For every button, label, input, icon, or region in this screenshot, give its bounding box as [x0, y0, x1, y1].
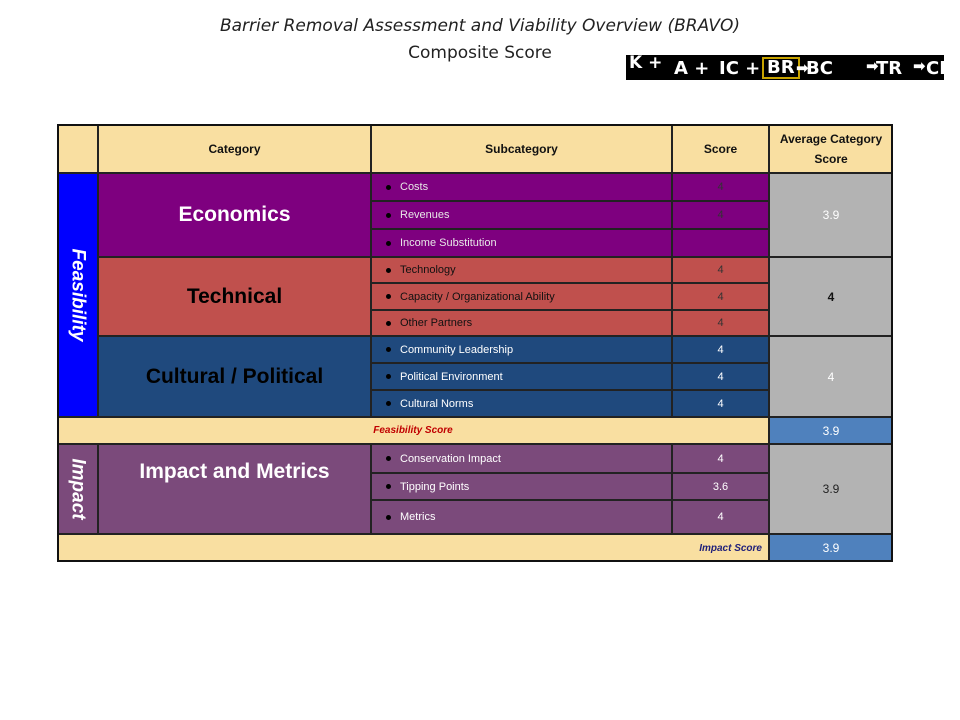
group-impact-label: Impact: [67, 458, 89, 520]
score-other-partners: 4: [672, 310, 769, 336]
sub-technology-label: Technology: [400, 264, 456, 276]
banner-bc: BC: [806, 58, 833, 79]
bullet-icon: [386, 515, 391, 520]
category-cultural-political: Cultural / Political: [98, 336, 371, 417]
score-capacity: 4: [672, 283, 769, 310]
sub-conservation-impact-label: Conservation Impact: [400, 452, 501, 465]
sub-metrics: [371, 500, 672, 534]
category-impact-metrics: Impact and Metrics: [98, 444, 371, 534]
banner-br: BR: [762, 57, 800, 79]
sub-political-environment-label: Political Environment: [400, 370, 503, 383]
sub-metrics-label: Metrics: [400, 511, 436, 523]
header-empty: [57, 124, 98, 173]
avg-technical: 4: [769, 257, 893, 336]
impact-score-value: 3.9: [769, 534, 893, 562]
sub-capacity: [371, 283, 672, 310]
sub-community-leadership: [371, 336, 672, 363]
sub-costs-label: Costs: [400, 181, 429, 193]
category-economics: Economics: [98, 173, 371, 257]
page-title: Barrier Removal Assessment and Viability Overview (BRAVO): [219, 16, 741, 36]
banner-a: A +: [674, 58, 710, 79]
score-technology: 4: [672, 257, 769, 283]
arrow-right-icon: ➡: [796, 59, 809, 77]
header-category: Category: [98, 124, 371, 173]
score-conservation-impact: 4: [672, 444, 769, 473]
bullet-icon: [386, 401, 391, 406]
group-feasibility: [57, 173, 98, 417]
sub-revenues-label: Revenues: [400, 209, 450, 221]
arrow-right-icon: ➡: [913, 57, 926, 75]
score-community-leadership: 4: [672, 336, 769, 363]
avg-economics: 3.9: [769, 173, 893, 257]
sub-conservation-impact: [371, 444, 672, 473]
avg-cultural-political: 4: [769, 336, 893, 417]
feasibility-score-value: 3.9: [769, 417, 893, 444]
arrow-right-icon: ➡: [866, 57, 879, 75]
sub-technology: [371, 257, 672, 283]
sub-income-substitution-label: Income Substitution: [400, 237, 497, 249]
score-income-substitution: [672, 229, 769, 257]
banner-tr: TR: [876, 58, 903, 79]
header-score: Score: [672, 124, 769, 173]
bullet-icon: [386, 213, 391, 218]
sub-revenues: [371, 201, 672, 229]
sub-tipping-points: [371, 473, 672, 500]
sub-costs: [371, 173, 672, 201]
banner-k: K +: [629, 53, 663, 73]
bullet-icon: [386, 374, 391, 379]
banner-ic: IC +: [719, 58, 761, 79]
score-tipping-points: 3.6: [672, 473, 769, 500]
bullet-icon: [386, 294, 391, 299]
sub-cultural-norms: [371, 390, 672, 417]
feasibility-score-label: Feasibility Score: [57, 417, 769, 444]
sub-community-leadership-label: Community Leadership: [400, 343, 514, 356]
header-average: Average Category Score: [769, 124, 893, 173]
score-revenues: 4: [672, 201, 769, 229]
sub-tipping-points-label: Tipping Points: [400, 480, 470, 493]
group-impact: [57, 444, 98, 534]
score-costs: 4: [672, 173, 769, 201]
bullet-icon: [386, 347, 391, 352]
avg-impact-metrics: 3.9: [769, 444, 893, 534]
bullet-icon: [386, 484, 391, 489]
sub-political-environment: [371, 363, 672, 390]
bullet-icon: [386, 185, 391, 190]
bullet-icon: [386, 268, 391, 273]
impact-score-label: Impact Score: [57, 534, 769, 562]
formula-banner: [626, 53, 954, 80]
sub-other-partners: [371, 310, 672, 336]
banner-cr: CR: [926, 58, 954, 79]
page-subtitle: Composite Score: [408, 43, 552, 63]
score-cultural-norms: 4: [672, 390, 769, 417]
category-technical: Technical: [98, 257, 371, 336]
score-table: [57, 124, 893, 562]
score-political-environment: 4: [672, 363, 769, 390]
group-feasibility-label: Feasibility: [67, 248, 89, 342]
bullet-icon: [386, 241, 391, 246]
bullet-icon: [386, 321, 391, 326]
bullet-icon: [386, 456, 391, 461]
sub-capacity-label: Capacity / Organizational Ability: [400, 290, 555, 303]
sub-other-partners-label: Other Partners: [400, 317, 473, 329]
header-subcategory: Subcategory: [371, 124, 672, 173]
sub-cultural-norms-label: Cultural Norms: [400, 397, 474, 410]
sub-income-substitution: [371, 229, 672, 257]
score-metrics: 4: [672, 500, 769, 534]
